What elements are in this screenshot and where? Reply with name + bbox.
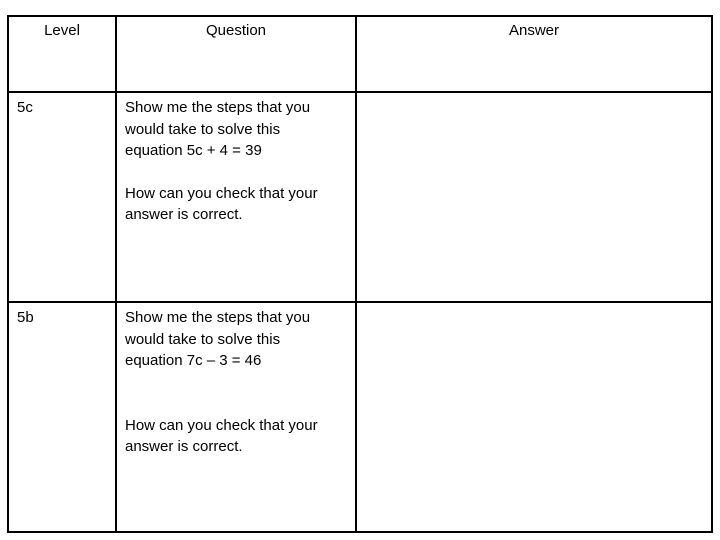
question-cell [116,302,356,532]
answer-header: Answer [508,22,560,39]
question-line: equation 7c – 3 = 46 [125,352,262,369]
question-header-cell [116,16,356,92]
level-cell [8,92,116,302]
level-header: Level [44,22,80,39]
check-line: answer is correct. [125,206,243,223]
answer-header-cell [356,16,712,92]
level-value: 5c [17,99,33,116]
question-header: Question [205,22,267,39]
check-line: How can you check that your [125,184,318,202]
check-line: answer is correct. [125,438,243,455]
worksheet-table [7,15,713,533]
answer-cell[interactable] [356,302,712,532]
question-line: would take to solve this [125,120,281,138]
question-cell [116,92,356,302]
answer-cell[interactable] [356,92,712,302]
table-row [8,302,712,532]
question-line: Show me the steps that you [125,309,311,326]
level-cell [8,302,116,532]
table-row [8,92,712,302]
question-line: equation 5c + 4 = 39 [125,142,262,159]
level-header-cell [8,16,116,92]
level-value: 5b [17,309,34,326]
question-line: would take to solve this [125,330,281,348]
header-row [8,16,712,92]
check-line: How can you check that your [125,416,318,434]
question-line: Show me the steps that you [125,99,311,116]
